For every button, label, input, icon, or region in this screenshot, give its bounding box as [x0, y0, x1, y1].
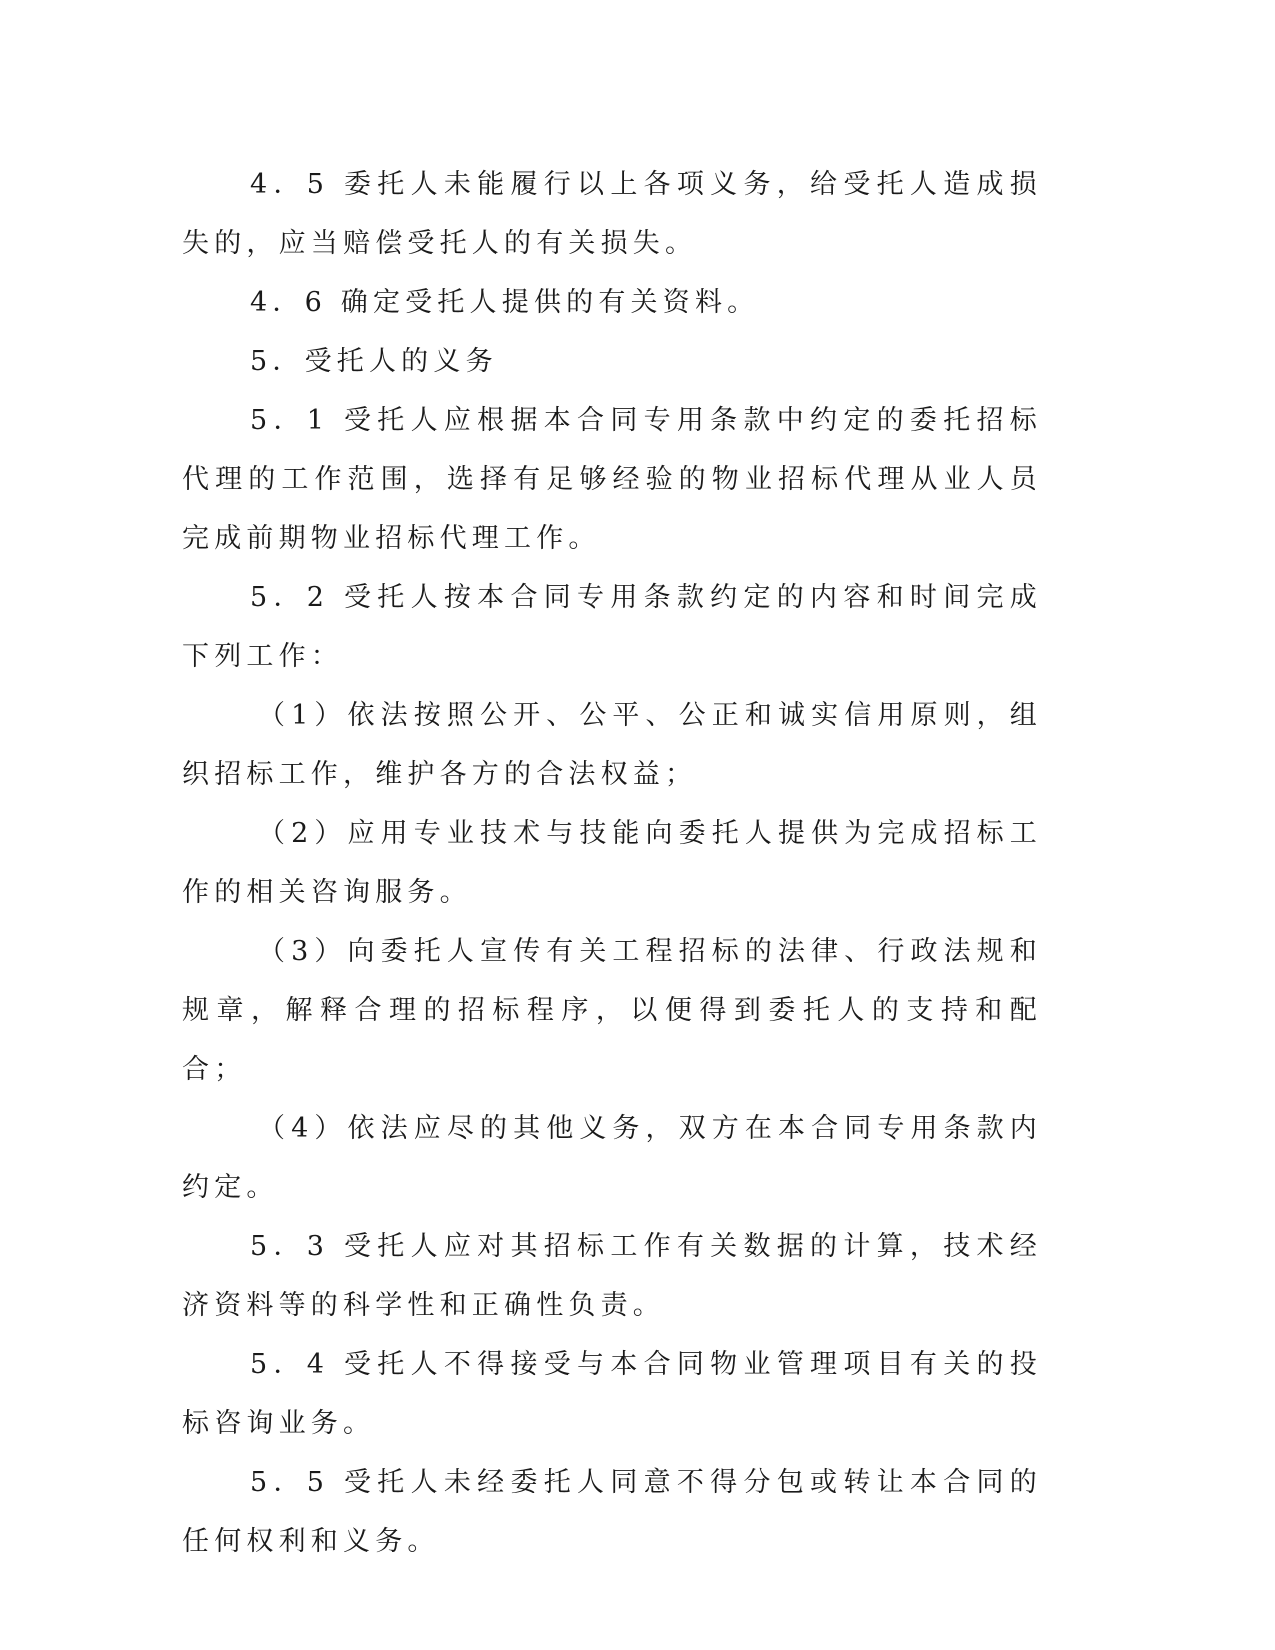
clause-5-2: 5．2 受托人按本合同专用条款约定的内容和时间完成下列工作： — [182, 582, 1042, 672]
clause-5-3: 5．3 受托人应对其招标工作有关数据的计算，技术经济资料等的科学性和正确性负责。 — [182, 1231, 1042, 1321]
document-body — [182, 155, 1042, 1571]
clause-5-2-item-3: （3）向委托人宣传有关工程招标的法律、行政法规和规章，解释合理的招标程序，以便得到委托人的支持和配合； — [182, 936, 1042, 1085]
clause-5-4: 5．4 受托人不得接受与本合同物业管理项目有关的投标咨询业务。 — [182, 1349, 1042, 1439]
clause-4-5: 4．5 委托人未能履行以上各项义务，给受托人造成损失的，应当赔偿受托人的有关损失。 — [182, 169, 1042, 259]
clause-5-5: 5．5 受托人未经委托人同意不得分包或转让本合同的任何权利和义务。 — [182, 1467, 1042, 1557]
clause-5-2-item-1: （1）依法按照公开、公平、公正和诚实信用原则，组织招标工作，维护各方的合法权益； — [182, 700, 1042, 790]
clause-4-6: 4．6 确定受托人提供的有关资料。 — [250, 287, 760, 318]
clause-5-2-item-2: （2）应用专业技术与技能向委托人提供为完成招标工作的相关咨询服务。 — [182, 818, 1042, 908]
clause-5-1: 5．1 受托人应根据本合同专用条款中约定的委托招标代理的工作范围，选择有足够经验的物业招标代理从业人员完成前期物业招标代理工作。 — [182, 405, 1042, 554]
clause-5-2-item-4: （4）依法应尽的其他义务，双方在本合同专用条款内约定。 — [182, 1113, 1042, 1203]
section-5-heading: 5．受托人的义务 — [250, 346, 498, 377]
